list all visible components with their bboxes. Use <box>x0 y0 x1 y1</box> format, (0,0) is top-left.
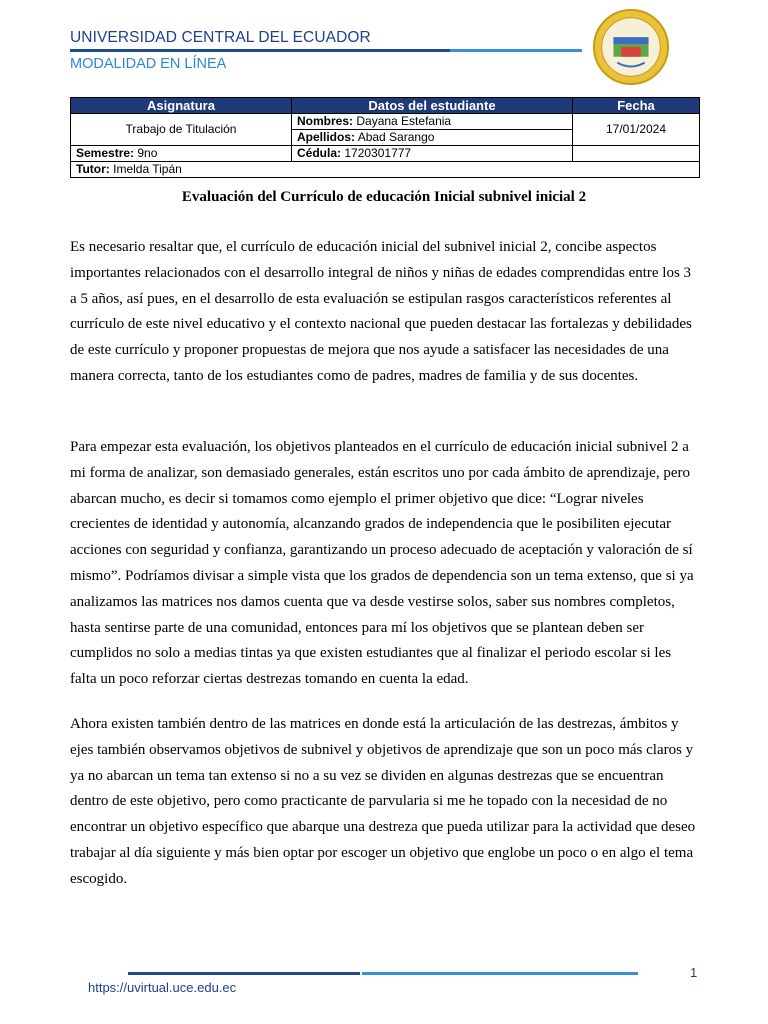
date-value: 17/01/2024 <box>573 114 700 146</box>
names-cell <box>292 114 573 130</box>
semester-label: Semestre: <box>76 146 135 160</box>
header-rule <box>70 49 582 52</box>
page-number: 1 <box>690 965 698 980</box>
names-label: Nombres: <box>297 114 354 128</box>
paragraph-2: Para empezar esta evaluación, los objetivos planteados en el currículo de educación inicial subnivel 2 a mi forma de analizar, son demasiado generales, están escritos uno por cada ámbito de aprendizaje, pero abarcan mucho, es decir si tomamos como ejemplo el primer objetivo que dice: “Lograr niveles crecientes de identidad y autonomía, alcanzando grados de independencia que le posibiliten ejecutar acciones con seguridad y confianza, garantizando un proceso adecuado de aceptación y valoración de sí mismo”. Podríamos divisar a simple vista que los grados de dependencia son un tema extenso, que si ya analizamos las matrices nos damos cuenta que va desde vestirse solos, saber sus nombres completos, hasta sentirse parte de una comunidad, entonces para mí los objetivos que se plantean deben ser cumplidos no solo a medias tintas ya que existen estudiantes que al finalizar el periodo escolar si les falta un poco reforzar ciertas destrezas tomando en cuenta la edad. <box>70 439 694 688</box>
surnames-label: Apellidos: <box>297 130 356 144</box>
names-value: Dayana Estefania <box>356 114 452 128</box>
student-header: Datos del estudiante <box>292 98 573 114</box>
paragraph-3: Ahora existen también dentro de las matrices en donde está la articulación de las destrezas, ámbitos y ejes también observamos objetivos de subnivel y objetivos de aprendizaje que son un poco más claros y ya no abarcan un tema tan extenso si no a su vez se dividen en algunas destrezas que se encuentran dentro de este objetivo, pero como practicante de parvularia si me he topado con la necesidad de no encontrar un objetivo específico que abarque una destreza que pueda utilizar para la actividad que deseo trabajar al día siguiente y más bien optar por escoger un objetivo que englobe un poco o en algo el tema escogido. <box>70 716 696 887</box>
university-name: UNIVERSIDAD CENTRAL DEL ECUADOR <box>70 29 371 46</box>
date-header: Fecha <box>573 98 700 114</box>
id-label: Cédula: <box>297 146 342 160</box>
tutor-cell <box>71 162 700 178</box>
surnames-value: Abad Sarango <box>357 130 435 144</box>
semester-value: 9no <box>137 146 158 160</box>
id-cell <box>292 146 573 162</box>
university-seal-icon <box>592 8 670 86</box>
document-title: Evaluación del Currículo de educación Inicial subnivel inicial 2 <box>181 189 587 205</box>
tutor-label: Tutor: <box>76 162 110 176</box>
footer-rule <box>128 972 638 975</box>
paragraph-1: Es necesario resaltar que, el currículo de educación inicial del subnivel inicial 2, concibe aspectos importantes relacionados con el desarrollo integral de niños y niñas de edades comprendidas entre los 3 a 5 años, así pues, en el desarrollo de esta evaluación se estipulan rasgos característicos referentes al currículo de este nivel educativo y el contexto nacional que pueden destacar las fortalezas y debilidades de este currículo y proponer propuestas de mejora que nos ayude a satisfacer las necesidades de una manera correcta, tanto de los estudiantes como de padres, madres de familia y de sus docentes. <box>70 239 692 384</box>
tutor-value: Imelda Tipán <box>113 162 182 176</box>
id-value: 1720301777 <box>344 146 412 160</box>
semester-cell <box>71 146 292 162</box>
footer-url-link[interactable]: https://uvirtual.uce.edu.ec <box>88 980 237 995</box>
modality-label: MODALIDAD EN LÍNEA <box>70 56 227 72</box>
student-info-table <box>70 97 700 178</box>
empty-cell <box>573 146 700 162</box>
surnames-cell <box>292 130 573 146</box>
subject-header: Asignatura <box>71 98 292 114</box>
subject-value: Trabajo de Titulación <box>71 114 292 146</box>
